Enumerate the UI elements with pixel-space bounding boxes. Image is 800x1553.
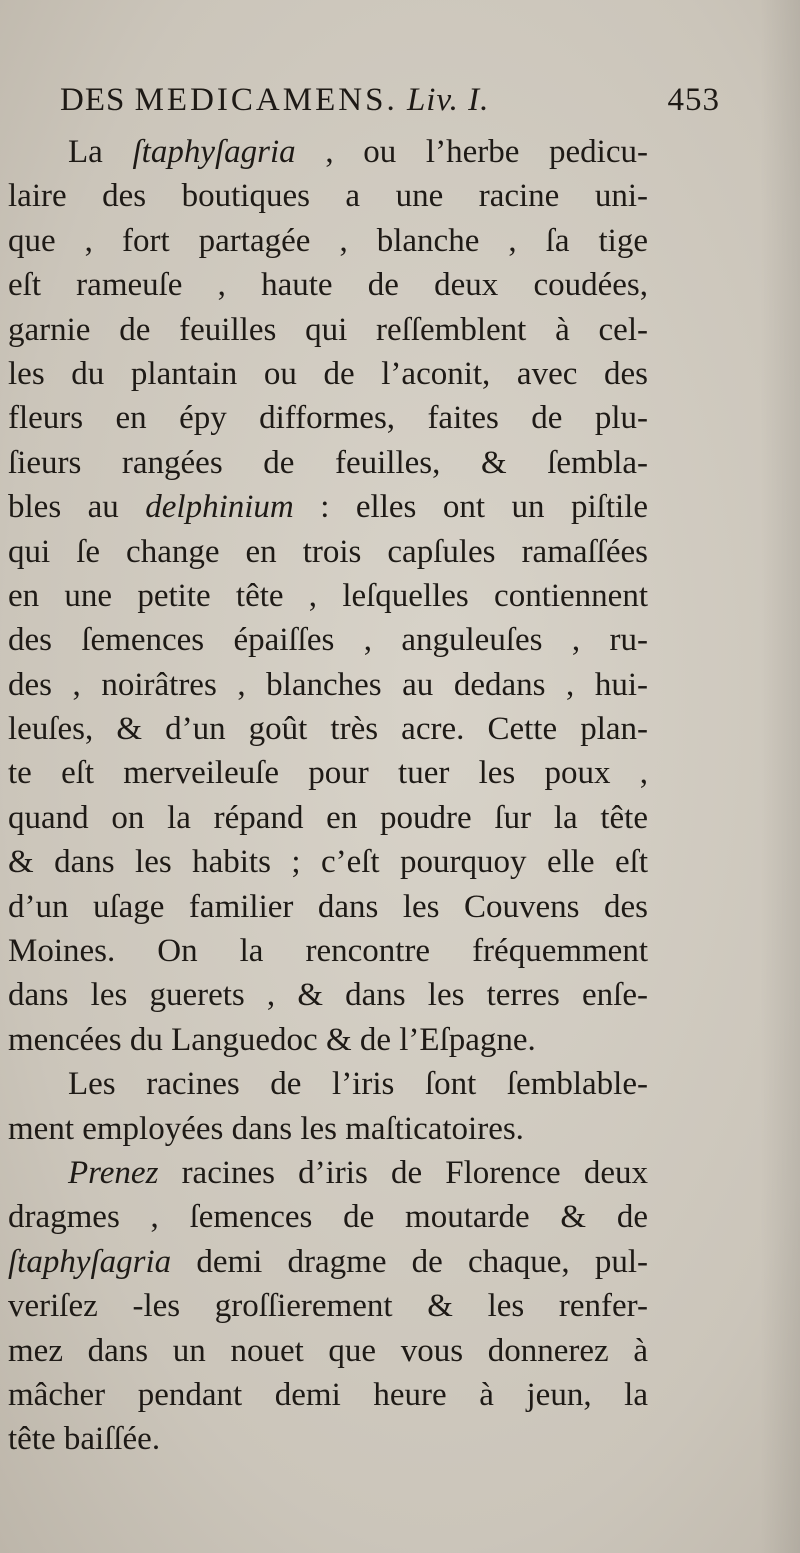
text-run: quand on la répand en poudre ſur la tête	[8, 799, 648, 836]
text-run: mencées du Languedoc & de l’Eſpagne.	[8, 1021, 536, 1058]
text-run: dans les guerets , & dans les terres enſe-	[8, 977, 648, 1014]
header-book: Liv. I.	[406, 82, 490, 118]
text-line	[8, 1329, 648, 1373]
text-line	[8, 1195, 648, 1239]
text-run: veriſez -les groſſierement & les renfer-	[8, 1288, 648, 1325]
text-run: des ſemences épaiſſes , anguleuſes , ru-	[8, 622, 648, 659]
text-line	[8, 796, 648, 840]
text-line	[8, 973, 648, 1017]
text-run: La	[68, 134, 133, 170]
text-run: en une petite tête , leſquelles contiennent	[8, 577, 648, 614]
page-edge-shadow	[760, 0, 800, 1553]
text-run: Moines. On la rencontre fréquemment	[8, 933, 648, 970]
text-line	[8, 751, 648, 795]
text-run: garnie de feuilles qui reſſemblent à cel-	[8, 311, 648, 348]
italic-term: ſtaphyſagria	[8, 1243, 172, 1280]
text-line	[8, 1373, 648, 1417]
text-run: laire des boutiques a une racine uni-	[8, 178, 648, 215]
text-line	[8, 530, 648, 574]
text-run: tête baiſſée.	[8, 1421, 161, 1458]
text-run: te eſt merveileuſe pour tuer les poux ,	[8, 755, 648, 792]
text-run: eſt rameuſe , haute de deux coudées,	[8, 267, 648, 304]
text-run: mâcher pendant demi heure à jeun, la	[8, 1376, 648, 1413]
text-line	[8, 1062, 648, 1106]
text-run: que , fort partagée , blanche , ſa tige	[8, 222, 648, 259]
text-line	[8, 1240, 648, 1284]
running-header	[60, 82, 760, 119]
text-line	[8, 174, 648, 218]
text-line	[8, 663, 648, 707]
text-line	[8, 308, 648, 352]
italic-term: Prenez	[68, 1154, 159, 1191]
text-run: ment employées dans les maſticatoires.	[8, 1110, 524, 1147]
text-run: & dans les habits ; c’eſt pourquoy elle eſt	[8, 844, 648, 881]
text-run: mez dans un nouet que vous donnerez à	[8, 1332, 648, 1369]
text-line	[8, 396, 648, 440]
text-run: les du plantain ou de l’aconit, avec des	[8, 355, 648, 392]
text-line	[8, 1284, 648, 1328]
text-run: fleurs en épy difformes, faites de plu-	[8, 400, 648, 437]
text-run: des , noirâtres , blanches au dedans , hui-	[8, 666, 648, 703]
text-run: d’un uſage familier dans les Couvens des	[8, 888, 648, 925]
text-run: ſieurs rangées de feuilles, & ſembla-	[8, 444, 648, 481]
header-title: MEDICAMENS.	[134, 82, 398, 118]
text-run: , ou l’herbe pedicu-	[295, 134, 648, 170]
text-run: qui ſe change en trois capſules ramaſſées	[8, 533, 648, 570]
text-run: : elles ont un piſtile	[293, 489, 648, 526]
text-run: Les racines de l’iris ſont ſemblable-	[68, 1066, 648, 1103]
italic-term: ſtaphyſagria	[132, 134, 296, 170]
text-run: demi dragme de chaque, pul-	[171, 1243, 648, 1280]
text-run: leuſes, & d’un goût très acre. Cette plan-	[8, 711, 648, 748]
text-line	[8, 219, 648, 263]
text-line	[8, 130, 648, 174]
text-line	[8, 840, 648, 884]
text-line	[8, 1107, 648, 1151]
text-line	[8, 441, 648, 485]
body-text	[8, 130, 648, 1462]
text-line	[8, 1151, 648, 1195]
text-run: bles au	[8, 489, 146, 526]
text-line	[8, 1417, 648, 1461]
text-line	[8, 263, 648, 307]
page-number: 453	[667, 82, 720, 118]
text-line	[8, 929, 648, 973]
text-run: racines d’iris de Florence deux	[158, 1154, 648, 1191]
text-line	[8, 352, 648, 396]
text-line	[8, 707, 648, 751]
italic-term: delphinium	[145, 489, 294, 526]
text-line	[8, 885, 648, 929]
text-run: dragmes , ſemences de moutarde & de	[8, 1199, 648, 1236]
text-line	[8, 574, 648, 618]
text-line	[8, 485, 648, 529]
text-line	[8, 618, 648, 662]
text-line	[8, 1018, 648, 1062]
header-prefix: DES	[60, 82, 126, 118]
